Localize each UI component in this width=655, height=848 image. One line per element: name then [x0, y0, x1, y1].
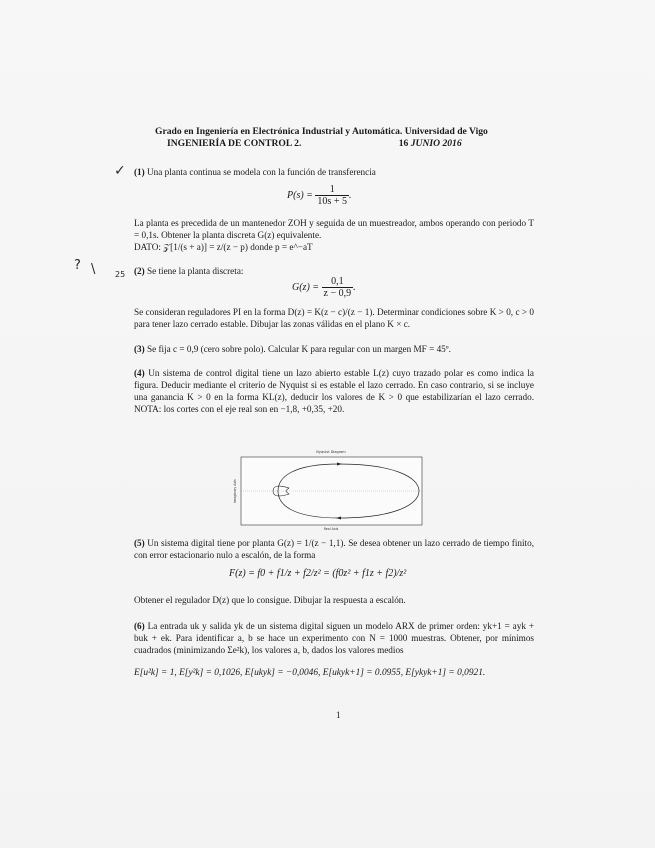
- plot-ylabel: Imaginary Axis: [233, 479, 237, 503]
- question-2: (2) Se tiene la planta discreta:: [134, 266, 244, 276]
- question-3: (3) Se fija c = 0,9 (cero sobre polo). Calcular K para regular con un margen MF = 45º.: [134, 344, 451, 354]
- question-6: (6) La entrada uk y salida yk de un sistema digital siguen un modelo ARX de primer orden: yk+1 = ayk + buk + ek. Para identificar a, b se hace un experimento con N = 1000 muestras. Obtener, por mínimos cuadrados (minimizando Σe²k), los valores a, b, dados los valores medios: [134, 621, 534, 655]
- question-mark: ?: [74, 258, 81, 273]
- score-mark: 25: [115, 270, 126, 279]
- exam-header: [155, 126, 555, 150]
- exam-date: 16 JUNIO 2016: [398, 138, 462, 149]
- question-1: (1) Una planta continua se modela con la función de transferencia: [134, 167, 376, 177]
- q6-values: E[u²k] = 1, E[y²k] = 0,1026, E[ukyk] = −0,0046, E[ukyk+1] = 0.0955, E[ykyk+1] = 0,0921.: [134, 668, 486, 678]
- nyquist-plot: [233, 447, 429, 531]
- page-number: 1: [336, 710, 341, 720]
- course-title: INGENIERÍA DE CONTROL 2.: [167, 138, 302, 149]
- university-line: Grado en Ingeniería en Electrónica Industrial y Automática. Universidad de Vigo: [155, 126, 488, 137]
- q2-statement: Se consideran reguladores PI en la forma D(z) = K(z − c)/(z − 1). Determinar condiciones sobre K > 0, c > 0 para tener lazo cerrado estable. Dibujar las zonas válidas en el plano K × c.: [134, 307, 534, 329]
- plot-title: Nyquist Diagram: [316, 450, 346, 454]
- q5-formula: F(z) = f0 + f1/z + f2/z² = (f0z² + f1z + f2)/z²: [229, 568, 407, 579]
- question-4: (4) Un sistema de control digital tiene un lazo abierto estable L(z) cuyo trazado polar es como indica la figura. Deducir mediante el criterio de Nyquist si es estable el lazo cerrado. En caso contrario, si se incluye una ganancia K > 0 en la forma KL(z), deducir los valores de K > 0 que estabilizarían el lazo cerrado. NOTA: los cortes con el eje real son en −1,8, +0,35, +20.: [134, 368, 535, 414]
- question-5: (5) Un sistema digital tiene por planta G(z) = 1/(z − 1,1). Se desea obtener un lazo cerrado de tiempo finito, con error estacionario nulo a escalón, de la forma: [134, 538, 534, 560]
- plot-xlabel: Real Axis: [323, 527, 339, 531]
- q2-formula: G(z) = $\frac{0,1}{z - 0,9}$ .: [292, 276, 356, 299]
- q1-dato: DATO: 𝒵[1/(s + a)] = z/(z − p) donde p = e^−aT: [134, 242, 313, 252]
- q5-statement: Obtener el regulador D(z) que lo consigue. Dibujar la respuesta a escalón.: [134, 595, 406, 605]
- check-mark: ✓: [114, 163, 126, 179]
- q1-formula: P(s) = $\frac{1}{10s + 5}$ .: [287, 184, 352, 207]
- slash-mark: \: [91, 262, 96, 277]
- q1-statement: La planta es precedida de un mantenedor ZOH y seguida de un muestreador, ambos operando con periodo T = 0,1s. Obtener la planta discreta G(z) equivalente. DATO: 𝒵[1/(s + a)] = z/(z − p) donde p = e^−aT: [134, 218, 534, 252]
